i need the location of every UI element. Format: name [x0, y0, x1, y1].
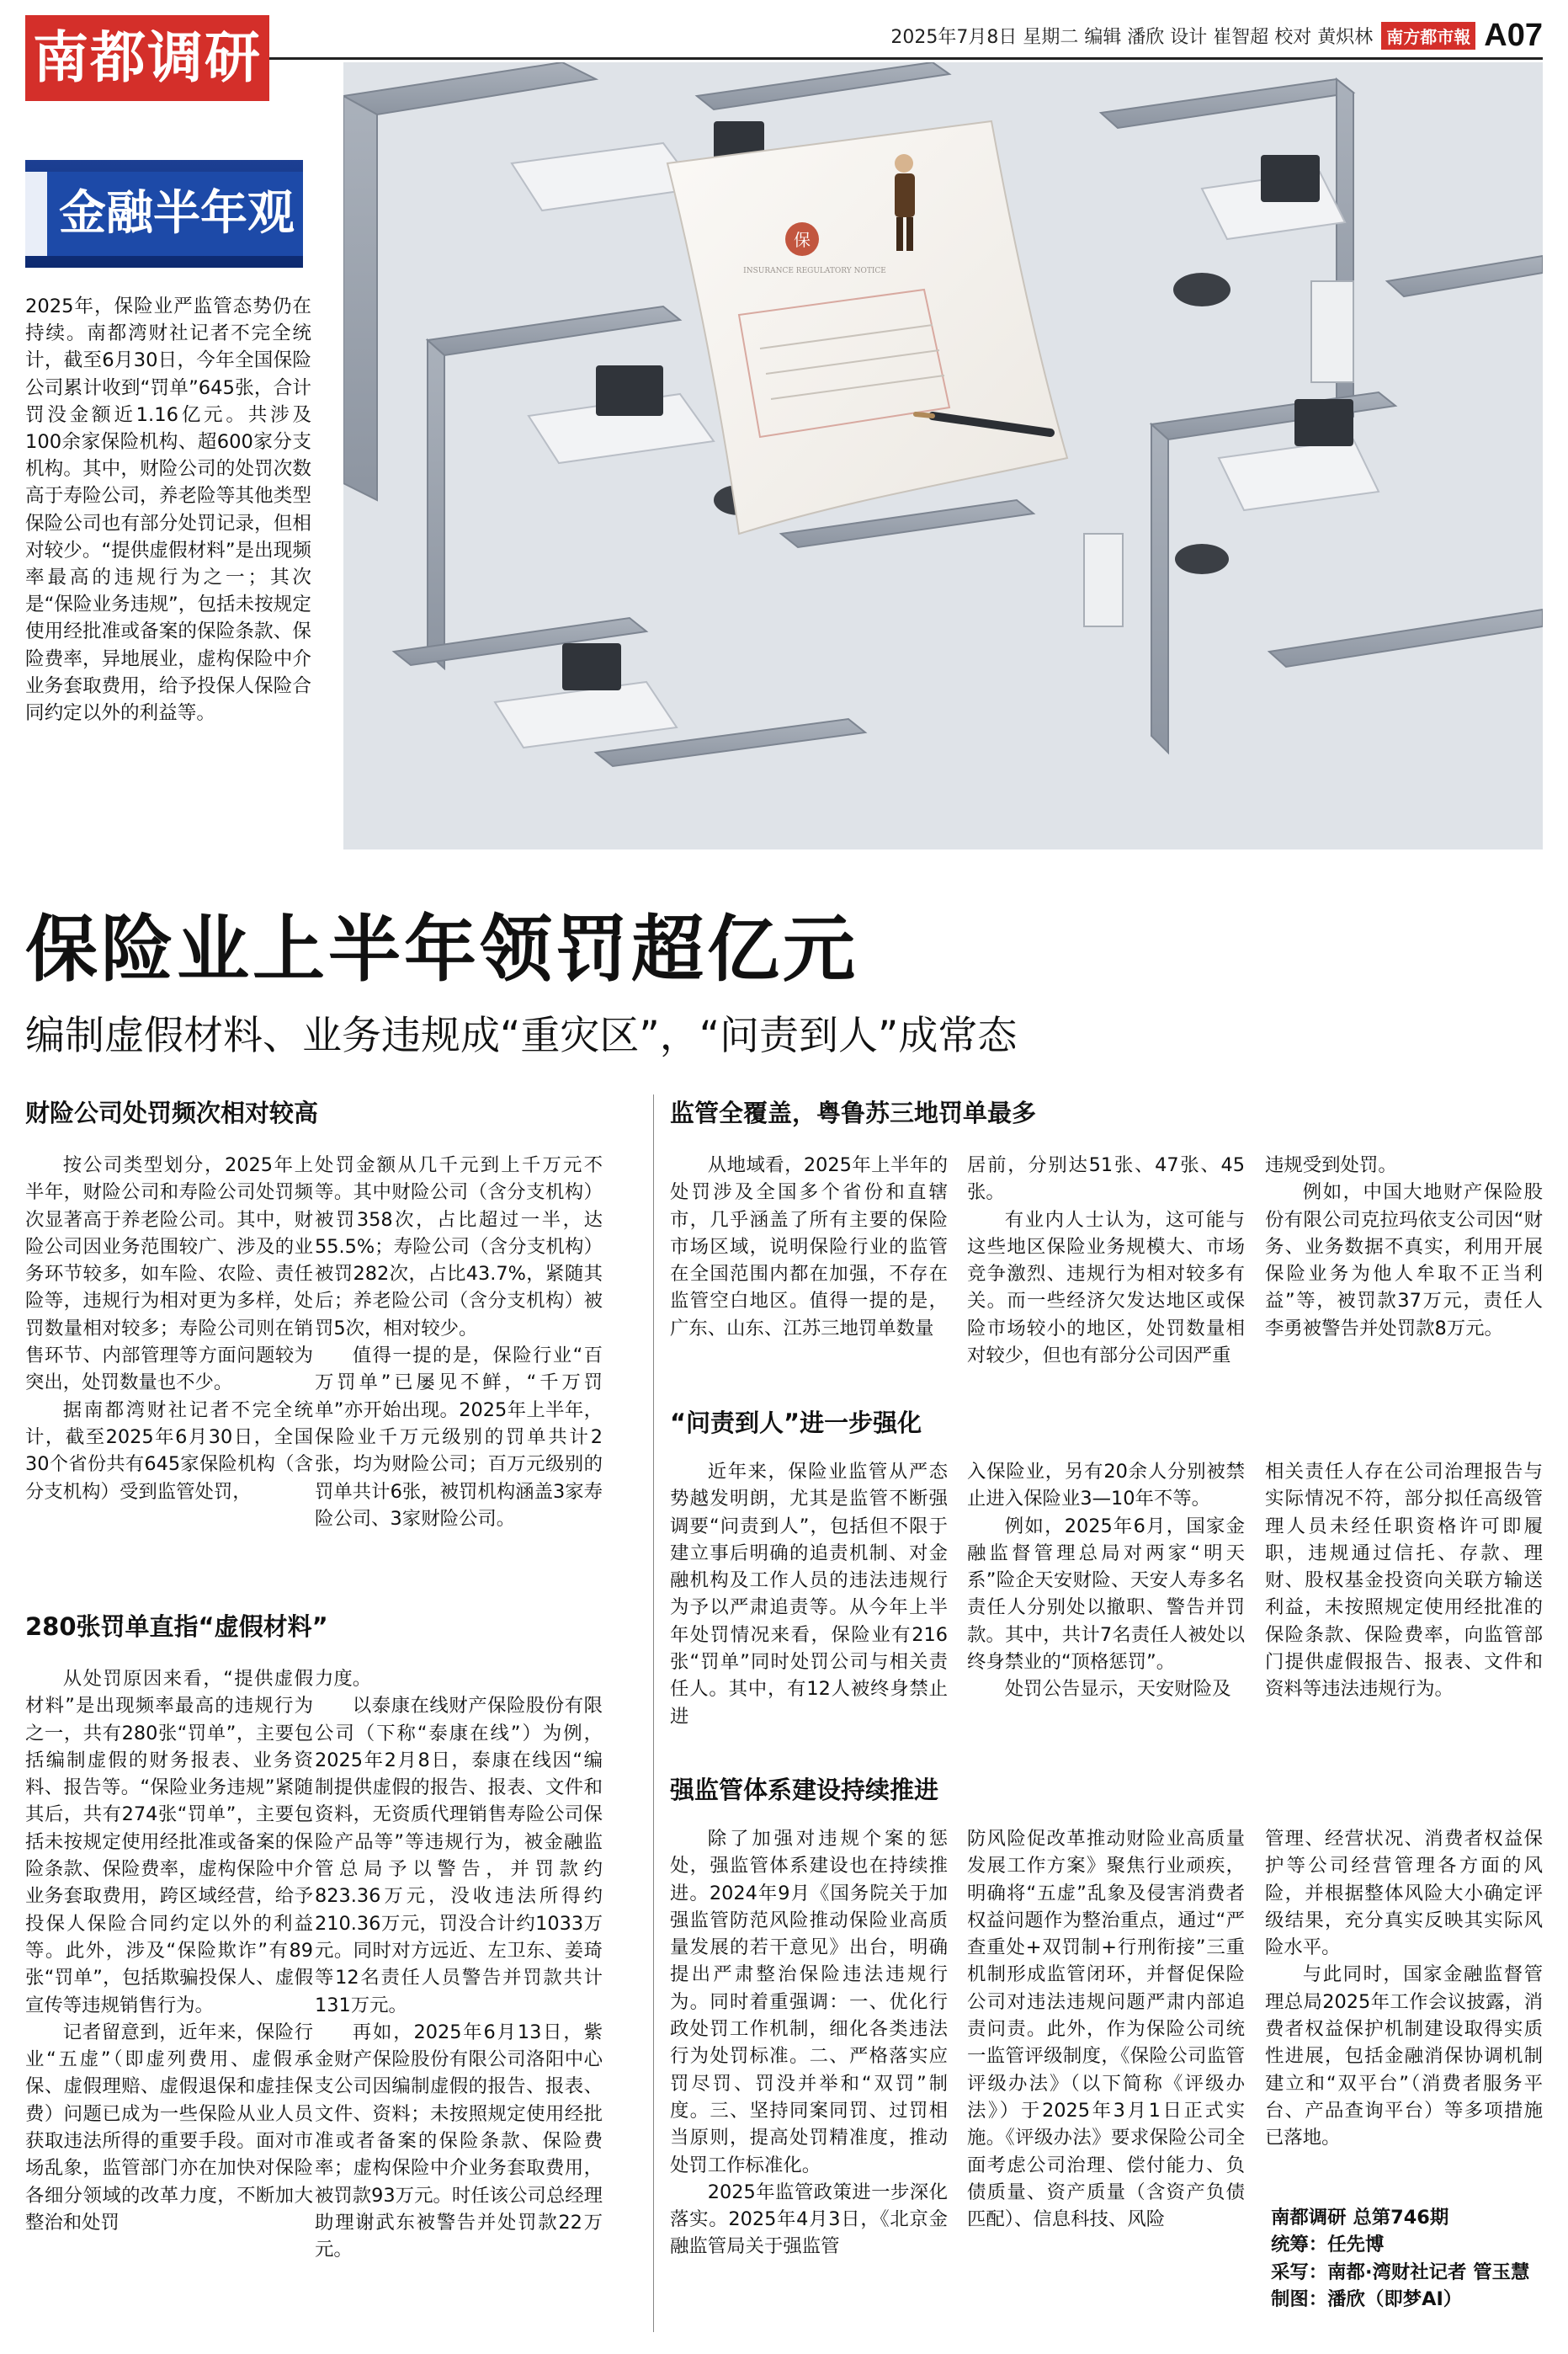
s3-paragraph-3: 例如，中国大地财产保险股份有限公司克拉玛依支公司因“财务、业务数据不真实，利用开展保险业务为他人牟取不正当利益”等，被罚款37万元，责任人李勇被警告并处罚款8万元。: [1265, 1181, 1543, 1339]
section-title-5: 强监管体系建设持续推进: [670, 1776, 939, 1804]
s2-paragraph-2-cont: 力度。: [315, 1668, 372, 1690]
s1-column-1: [25, 1152, 313, 1505]
s3-paragraph-1: 从地域看，2025年上半年的处罚涉及全国多个省份和直辖市，几乎涵盖了所有主要的保险市场区域，说明保险行业的监管在全国范围内都在加强，不存在监管空白地区。值得一提的是，广东、山东、江苏三地罚单数量: [670, 1154, 948, 1339]
s4-paragraph-2: 例如，2025年6月，国家金融监督管理总局对两家“明天系”险企天安财险、天安人寿多名责任人分别处以撤职、警告并罚款。其中，共计7名责任人被处以终身禁业的“顶格惩罚”。: [967, 1515, 1245, 1674]
section-masthead: 南都调研: [25, 15, 269, 101]
section-title-2: 280张罚单直指“虚假材料”: [25, 1612, 328, 1641]
s3-paragraph-2: 有业内人士认为，这可能与这些地区保险业务规模大、市场竞争激烈、违规行为相对较多有关。而一些经济欠发达地区或保险市场较小的地区，处罚数量相对较少，但也有部分公司因严重: [967, 1208, 1245, 1367]
s4-column-2: [967, 1458, 1245, 1703]
s4-column-1: [670, 1458, 948, 1730]
s4-paragraph-3-cont: 相关责任人存在公司治理报告与实际情况不符，部分拟任高级管理人员未经任职资格许可即履职，违规通过信托、存款、理财、股权基金投资向关联方输送利益，未按照规定使用经批准的保险条款、保险费率，向监管部门提供虚假报告、报表、文件和资料等违法违规行为。: [1265, 1461, 1543, 1701]
s1-paragraph-2: 据南都湾财社记者不完全统计，截至2025年6月30日，全国30个省份共有645家保险机构（含分支机构）受到监管处罚，: [25, 1398, 313, 1503]
s1-paragraph-3: 值得一提的是，保险行业“百万罚单”已屡见不鲜，“千万罚单”亦开始出现。2025年上半年，保险业千万元级别的罚单共计2张，均为财险公司；百万元级别的罚单共计6张，被罚机构涵盖3家寿险公司、3家财险公司。: [315, 1345, 603, 1530]
s3-column-2: [967, 1152, 1245, 1369]
byline-series: 南都调研 总第746期: [1271, 2207, 1449, 2229]
s5-paragraph-2: 2025年监管政策进一步深化落实。2025年4月3日，《北京金融监管局关于强监管: [670, 2181, 948, 2258]
s4-paragraph-3: 处罚公告显示，天安财险及: [1004, 1678, 1231, 1701]
section-title-1: 财险公司处罚频次相对较高: [25, 1099, 319, 1127]
s3-column-3: [1265, 1152, 1543, 1342]
column-divider: [653, 1094, 654, 2332]
s5-column-3: [1265, 1825, 1543, 2152]
page-number: A07: [1484, 17, 1543, 53]
column-tag: [25, 160, 303, 268]
section-title-3: 监管全覆盖，粤鲁苏三地罚单最多: [670, 1099, 1037, 1127]
document-seal: 保: [794, 230, 811, 250]
s5-column-2: [967, 1825, 1245, 2233]
document-title: INSURANCE REGULATORY NOTICE: [743, 267, 886, 275]
column-tag-label: 金融半年观: [25, 172, 303, 256]
s4-column-3: [1265, 1458, 1543, 1703]
s1-paragraph-1: 按公司类型划分，2025年上半年，财险公司和寿险公司处罚频次显著高于养老险公司。其中，财险公司因业务范围较广、涉及的业务环节较多，如车险、农险、责任险等，违规行为相对更为多样，处罚数量相对较多；寿险公司则在销售环节、内部管理等方面问题较为突出，处罚数量也不少。: [25, 1154, 313, 1394]
s3-column-1: [670, 1152, 948, 1342]
s2-paragraph-3: 以泰康在线财产保险股份有限公司（下称“泰康在线”）为例，2025年2月8日，泰康在线因“编制提供虚假的报告、报表、文件和资料，无资质代理销售寿险公司保险产品等”等违规行为，被金融监管总局予以警告，并罚款约823.36万元，没收违法所得约210.36万元，罚没合计约1033万元。同时对方远近、左卫东、姜琦等12名责任人员警告并罚款共计131万元。: [315, 1695, 603, 2016]
hero-illustration: [343, 62, 1543, 849]
s5-paragraph-1: 除了加强对违规个案的惩处，强监管体系建设也在持续推进。2024年9月《国务院关于加强监管防范风险推动保险业高质量发展的若干意见》出台，明确提出严肃整治保险违法违规行为。同时着重强调：一、优化行政处罚工作机制，细化各类违法行为处罚标准。二、严格落实应罚尽罚、罚没并举和“双罚”制度。三、坚持同案同罚、过罚相当原则，提高处罚精准度，推动处罚工作标准化。: [670, 1828, 948, 2176]
byline-reporter: 采写：南都·湾财社记者 管玉慧: [1271, 2261, 1530, 2283]
s5-column-1: [670, 1825, 948, 2261]
s2-column-2: [315, 1665, 603, 2264]
s1-column-2: [315, 1152, 603, 1532]
s5-paragraph-3: 与此同时，国家金融监督管理总局2025年工作会议披露，消费者权益保护机制建设取得实质性进展，包括金融消保协调机制建立和“双平台”（消费者服务平台、产品查询平台）等多项措施已落地。: [1265, 1963, 1543, 2149]
s2-paragraph-1: 从处罚原因来看，“提供虚假材料”是出现频率最高的违规行为之一，共有280张“罚单”，主要包括编制虚假的财务报表、业务资料、报告等。“保险业务违规”紧随其后，共有274张“罚单”，主要包括未按规定使用经批准或备案的保险条款、保险费率，虚构保险中介业务套取费用，跨区域经营，给予投保人保险合同约定以外的利益等。此外，涉及“保险欺诈”有89张“罚单”，包括欺骗投保人、虚假宣传等违规销售行为。: [25, 1668, 313, 2016]
byline-editor: 统筹：任先博: [1271, 2234, 1385, 2256]
newspaper-logo: 南方都市報: [1381, 22, 1475, 50]
s1-paragraph-2-cont: 处罚金额从几千元到上千万元不等。其中财险公司（含分支机构）被罚358次，占比超过一半，达55.5%；寿险公司（含分支机构）被罚282次，占比43.7%，紧随其后；养老险公司（含分支机构）被罚5次，相对较少。: [315, 1154, 603, 1339]
date-editor-line: 2025年7月8日 星期二 编辑 潘欣 设计 崔智超 校对 黄炽林: [890, 26, 1374, 48]
subheadline: 编制虚假材料、业务违规成“重灾区”，“问责到人”成常态: [25, 1013, 1018, 1059]
s5-paragraph-2-cont-b: 管理、经营状况、消费者权益保护等公司经营管理各方面的风险，并根据整体风险大小确定评级结果，充分真实反映其实际风险水平。: [1265, 1828, 1543, 1959]
s3-paragraph-1-cont: 居前，分别达51张、47张、45张。: [967, 1154, 1245, 1204]
byline-graphic: 制图：潘欣（即梦AI）: [1271, 2287, 1463, 2310]
s3-paragraph-2-cont: 违规受到处罚。: [1265, 1154, 1397, 1176]
s2-column-1: [25, 1665, 313, 2236]
headline: 保险业上半年领罚超亿元: [25, 908, 858, 992]
s2-paragraph-2: 记者留意到，近年来，保险行业“五虚”（即虚列费用、虚假承保、虚假理赔、虚假退保和虚挂保费）问题已成为一些保险从业人员获取违法所得的重要手段。面对市场乱象，监管部门亦在加快对保险各细分领域的改革力度，不断加大整治和处罚: [25, 2021, 313, 2234]
office-cubicles-image: [343, 62, 1543, 849]
s5-paragraph-2-cont: 防风险促改革推动财险业高质量发展工作方案》聚焦行业顽疾，明确将“五虚”乱象及侵害消费者权益问题作为整治重点，通过“严查重处+双罚制+行刑衔接”三重机制形成监管闭环，并督促保险公司对违法违规问题严肃内部追责问责。此外，作为保险公司统一监管评级制度，《保险公司监管评级办法》（以下简称《评级办法》）于2025年3月1日正式实施。《评级办法》要求保险公司全面考虑公司治理、偿付能力、负债质量、资产质量（含资产负债匹配）、信息科技、风险: [967, 1828, 1245, 2231]
section-title-4: “问责到人”进一步强化: [670, 1409, 922, 1437]
page-info-bar: [890, 17, 1543, 54]
s4-paragraph-1: 近年来，保险业监管从严态势越发明朗，尤其是监管不断强调要“问责到人”，包括但不限于建立事后明确的追责机制、对金融机构及工作人员的违法违规行为予以严肃追责等。从今年上半年处罚情况来看，保险业有216张“罚单”同时处罚公司与相关责任人。其中，有12人被终身禁止进: [670, 1461, 948, 1728]
s4-paragraph-1-cont: 入保险业，另有20余人分别被禁止进入保险业3—10年不等。: [967, 1461, 1245, 1510]
s2-paragraph-4: 再如，2025年6月13日，紫金财产保险股份有限公司洛阳中心支公司因编制虚假的报告、报表、文件、资料；未按照规定使用经批准或者备案的保险条款、保险费率；虚构保险中介业务套取费用，被罚款93万元。时任该公司总经理助理谢武东被警告并处罚款22万元。: [315, 2021, 603, 2261]
byline: [1271, 2204, 1529, 2313]
intro-paragraph: 2025年，保险业严监管态势仍在持续。南都湾财社记者不完全统计，截至6月30日，今年全国保险公司累计收到“罚单”645张，合计罚没金额近1.16亿元。共涉及100余家保险机构、超600家分支机构。其中，财险公司的处罚次数高于寿险公司，养老险等其他类型保险公司也有部分处罚记录，但相对较少。“提供虚假材料”是出现频率最高的违规行为之一；其次是“保险业务违规”，包括未按规定使用经批准或备案的保险条款、保险费率，异地展业，虚构保险中介业务套取费用，给予投保人保险合同约定以外的利益等。: [25, 296, 311, 725]
